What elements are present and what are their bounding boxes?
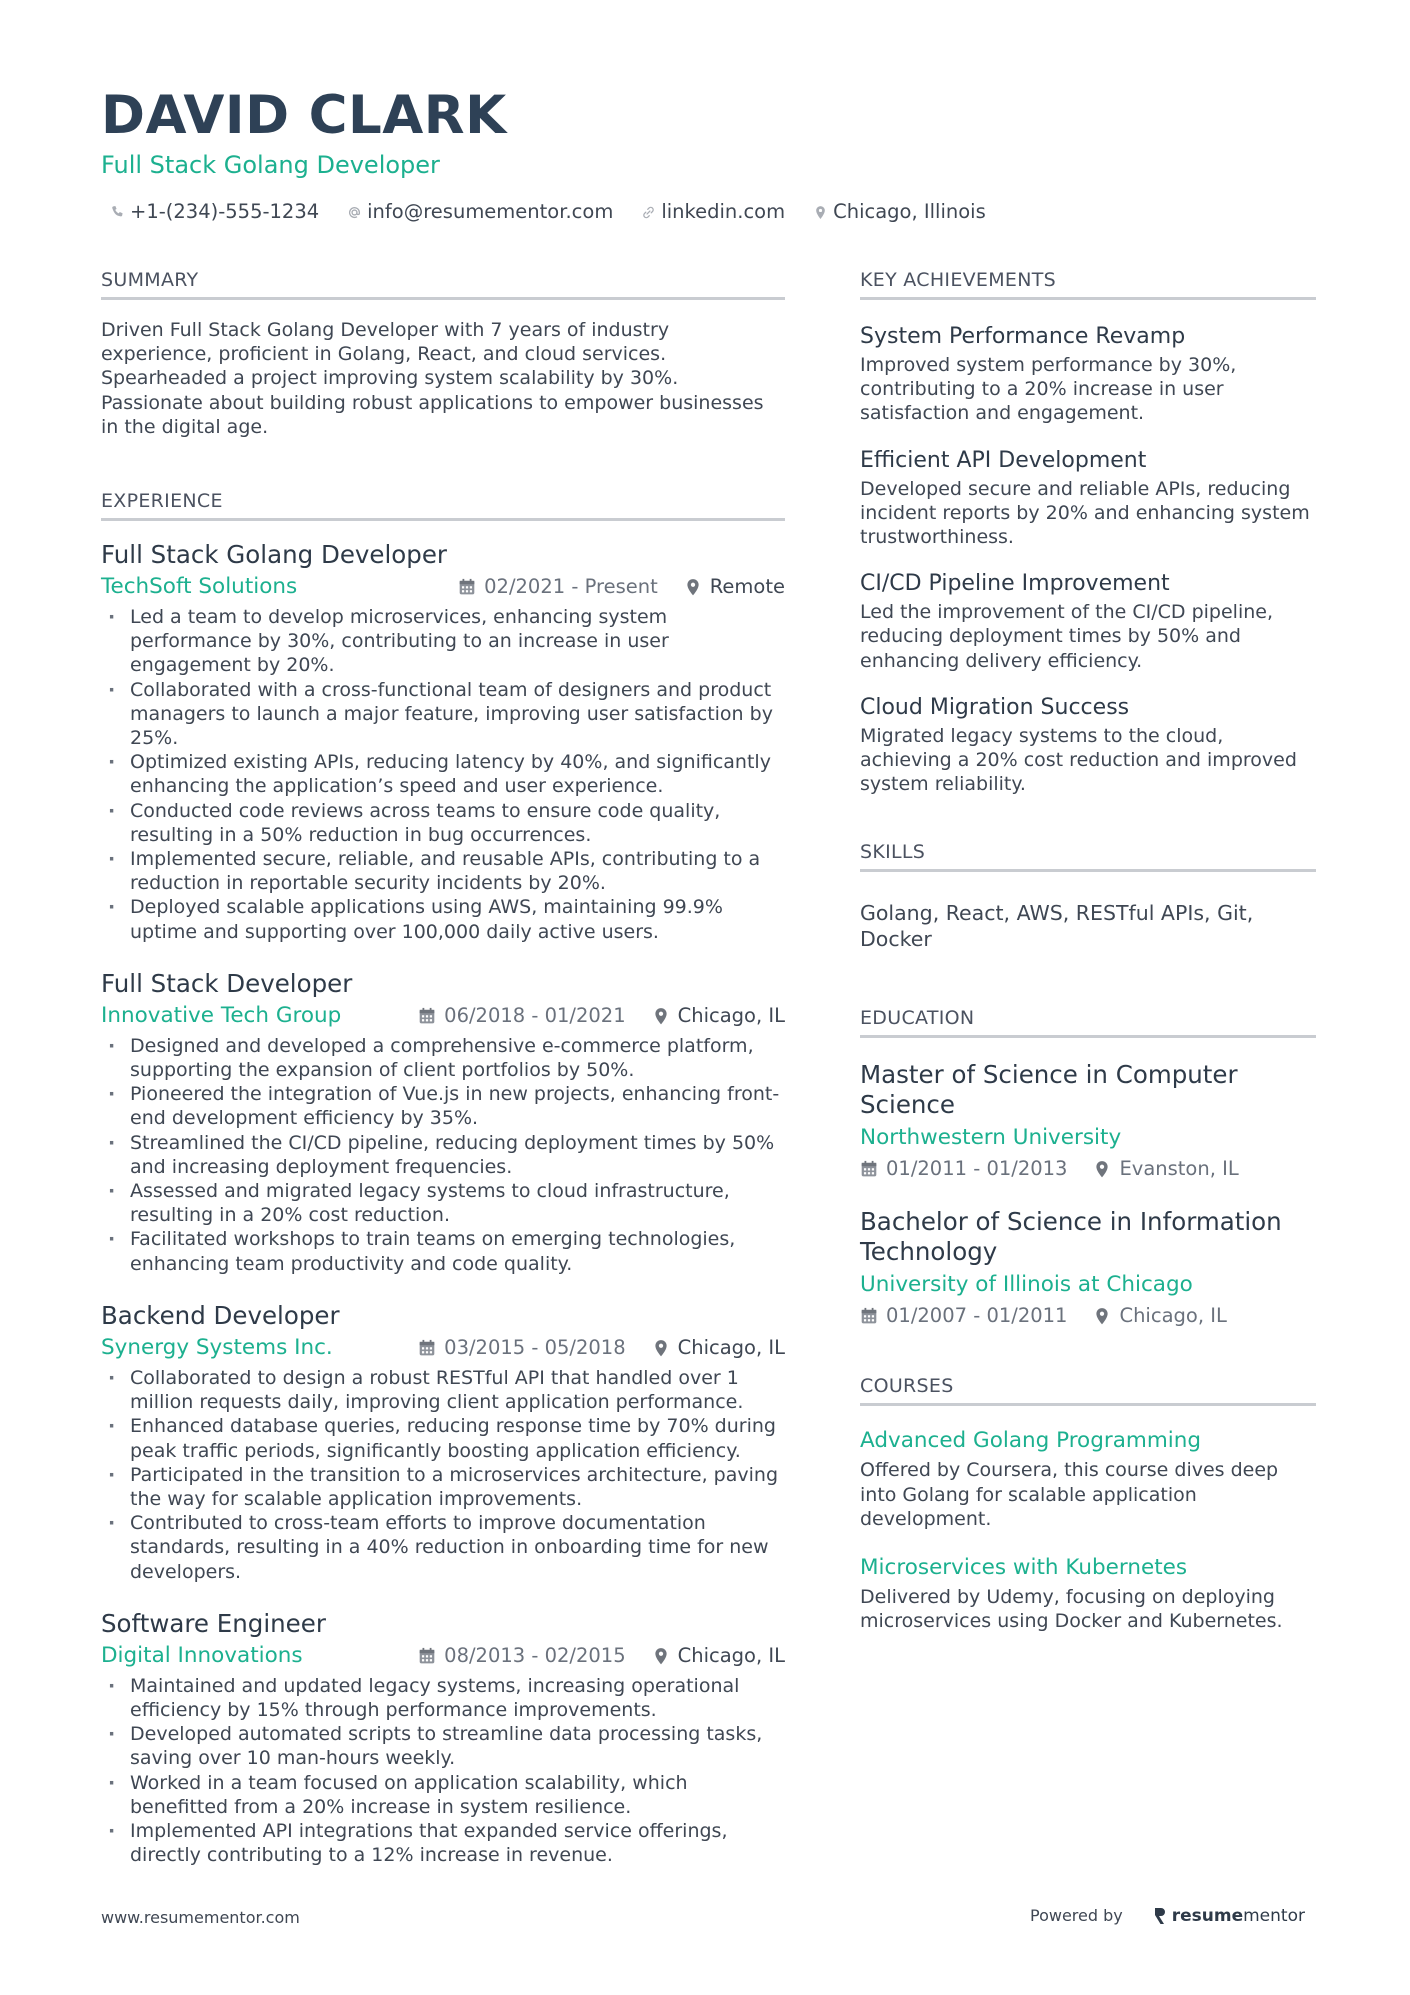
course-title: Advanced Golang Programming bbox=[860, 1428, 1202, 1454]
courses-list bbox=[860, 1426, 1316, 1633]
company-name: Synergy Systems Inc. bbox=[101, 1334, 333, 1360]
candidate-role: Full Stack Golang Developer bbox=[101, 151, 440, 179]
job-location-text: Chicago, IL bbox=[677, 1003, 785, 1027]
course-description: Offered by Coursera, this course dives deep into Golang for scalable application development. bbox=[860, 1459, 1279, 1530]
education-heading: EDUCATION bbox=[860, 1006, 1316, 1038]
course-description: Delivered by Udemy, focusing on deploying microservices using Docker and Kubernetes. bbox=[860, 1586, 1283, 1633]
contact-linkedin-text: linkedin.com bbox=[661, 200, 786, 223]
job-bullet: · Maintained and updated legacy systems, increasing operational efficiency by 15% through performance improvements. bbox=[101, 1674, 785, 1722]
education-list bbox=[860, 1060, 1316, 1330]
company-name: TechSoft Solutions bbox=[101, 574, 298, 600]
brand-logo[interactable] bbox=[1153, 1905, 1305, 1927]
contact-linkedin[interactable] bbox=[639, 198, 785, 226]
calendar-icon bbox=[418, 1647, 436, 1665]
contact-email-text: info@resumementor.com bbox=[367, 200, 614, 223]
job-location-text: Chicago, IL bbox=[677, 1335, 785, 1359]
job-meta-right bbox=[418, 1334, 785, 1362]
job-location bbox=[652, 1642, 785, 1670]
job-meta-right bbox=[418, 1642, 785, 1670]
resumementor-logo-icon bbox=[1153, 1906, 1167, 1926]
education-degree: Bachelor of Science in Information Technology bbox=[860, 1207, 1282, 1267]
candidate-name: DAVID CLARK bbox=[101, 85, 507, 146]
courses-heading: COURSES bbox=[860, 1374, 1316, 1406]
job-dates-text: 02/2021 - Present bbox=[484, 575, 658, 599]
map-pin-icon bbox=[1093, 1307, 1111, 1325]
job-bullet: · Led a team to develop microservices, enhancing system performance by 30%, contributing to an increase in user engagement by 20%. bbox=[101, 605, 785, 678]
brand-name-bold: resume bbox=[1171, 1906, 1244, 1926]
contact-email[interactable] bbox=[345, 198, 613, 226]
job-location bbox=[684, 573, 785, 601]
link-icon bbox=[639, 203, 657, 221]
job-meta-right bbox=[458, 573, 785, 601]
contact-location-text: Chicago, Illinois bbox=[833, 200, 986, 223]
contact-location bbox=[811, 198, 986, 226]
job-bullet: · Participated in the transition to a microservices architecture, paving the way for scalable application improvements. bbox=[101, 1463, 785, 1511]
job-bullet: · Collaborated to design a robust RESTful API that handled over 1 million requests daily, improving client application performance. bbox=[101, 1366, 785, 1414]
education-location bbox=[1093, 1302, 1226, 1330]
achievement-item bbox=[860, 569, 1316, 673]
achievements-list bbox=[860, 322, 1316, 796]
map-pin-icon bbox=[1093, 1160, 1111, 1178]
job-bullet: · Pioneered the integration of Vue.js in new projects, enhancing front-end development efficiency by 35%. bbox=[101, 1082, 785, 1130]
map-pin-icon bbox=[652, 1007, 670, 1025]
job-title: Backend Developer bbox=[101, 1300, 340, 1330]
education-location bbox=[1093, 1155, 1238, 1183]
job-entry bbox=[101, 539, 785, 944]
achievement-item bbox=[860, 693, 1316, 797]
skills-text: Golang, React, AWS, RESTful APIs, Git, Docker bbox=[860, 901, 1254, 952]
achievement-description: Led the improvement of the CI/CD pipeline, reducing deployment times by 50% and enhancing delivery efficiency. bbox=[860, 601, 1273, 672]
calendar-icon bbox=[418, 1339, 436, 1357]
achievement-title: Efficient API Development bbox=[860, 447, 1147, 473]
calendar-icon bbox=[860, 1307, 878, 1325]
job-meta bbox=[101, 573, 785, 601]
summary-heading: SUMMARY bbox=[101, 268, 785, 300]
contact-phone-text: +1-(234)-555-1234 bbox=[130, 200, 320, 223]
achievement-description: Improved system performance by 30%, contributing to a 20% increase in user satisfaction and engagement. bbox=[860, 354, 1237, 425]
job-bullets bbox=[101, 605, 785, 944]
education-location-text: Evanston, IL bbox=[1119, 1157, 1239, 1181]
map-pin-icon bbox=[652, 1647, 670, 1665]
education-school: Northwestern University bbox=[860, 1125, 1122, 1151]
job-meta-right bbox=[418, 1002, 785, 1030]
skills-heading: SKILLS bbox=[860, 840, 1316, 872]
job-bullets bbox=[101, 1366, 785, 1584]
job-entry bbox=[101, 968, 785, 1276]
job-bullet: · Collaborated with a cross-functional team of designers and product managers to launch a major feature, improving user satisfaction by 25%. bbox=[101, 678, 785, 751]
at-icon bbox=[345, 203, 363, 221]
education-item bbox=[860, 1060, 1316, 1183]
job-bullet: · Contributed to cross-team efforts to improve documentation standards, resulting in a 40% reduction in onboarding time for new developers. bbox=[101, 1511, 785, 1584]
job-dates-text: 06/2018 - 01/2021 bbox=[444, 1003, 626, 1027]
job-title: Full Stack Developer bbox=[101, 968, 353, 998]
education-item bbox=[860, 1207, 1316, 1330]
achievement-description: Developed secure and reliable APIs, reducing incident reports by 20% and enhancing system trustworthiness. bbox=[860, 477, 1310, 549]
education-dates-text: 01/2011 - 01/2013 bbox=[886, 1157, 1068, 1181]
job-bullet: · Designed and developed a comprehensive e-commerce platform, supporting the expansion of client portfolios by 50%. bbox=[101, 1034, 785, 1082]
education-dates bbox=[860, 1302, 1067, 1330]
company-name: Digital Innovations bbox=[101, 1642, 303, 1668]
job-entry bbox=[101, 1300, 785, 1584]
achievement-title: CI/CD Pipeline Improvement bbox=[860, 571, 1170, 597]
achievement-title: System Performance Revamp bbox=[860, 324, 1186, 349]
course-item bbox=[860, 1426, 1316, 1531]
footer-powered-by bbox=[1030, 1905, 1305, 1927]
job-bullet: · Optimized existing APIs, reducing latency by 40%, and significantly enhancing the application’s speed and user experience. bbox=[101, 750, 785, 798]
map-pin-icon bbox=[811, 203, 829, 221]
job-bullets bbox=[101, 1034, 785, 1276]
job-title: Full Stack Golang Developer bbox=[101, 540, 447, 570]
summary-text: Driven Full Stack Golang Developer with 7 years of industry experience, proficient in Golang, React, and cloud services. Spearheaded a project improving system scalability by 30%. Passionate about building robust applications to empower businesses in the digital age. bbox=[101, 319, 764, 438]
achievements-heading: KEY ACHIEVEMENTS bbox=[860, 268, 1316, 300]
achievement-title: Cloud Migration Success bbox=[860, 694, 1130, 720]
job-bullet: · Developed automated scripts to streamline data processing tasks, saving over 10 man-hours weekly. bbox=[101, 1722, 785, 1770]
calendar-icon bbox=[418, 1007, 436, 1025]
calendar-icon bbox=[458, 578, 476, 596]
job-bullet: · Enhanced database queries, reducing response time by 70% during peak traffic periods, significantly boosting application efficiency. bbox=[101, 1414, 785, 1462]
course-title: Microservices with Kubernetes bbox=[860, 1555, 1188, 1581]
experience-heading: EXPERIENCE bbox=[101, 489, 785, 521]
education-location-text: Chicago, IL bbox=[1119, 1304, 1227, 1328]
job-location-text: Remote bbox=[709, 575, 785, 599]
job-entry bbox=[101, 1608, 785, 1868]
left-column bbox=[101, 268, 785, 1891]
map-pin-icon bbox=[684, 578, 702, 596]
job-location bbox=[652, 1334, 785, 1362]
achievement-item bbox=[860, 446, 1316, 550]
job-location-text: Chicago, IL bbox=[677, 1643, 785, 1667]
education-dates-text: 01/2007 - 01/2011 bbox=[886, 1304, 1068, 1328]
job-bullet: · Assessed and migrated legacy systems to cloud infrastructure, resulting in a 20% cost reduction. bbox=[101, 1179, 785, 1227]
company-name: Innovative Tech Group bbox=[101, 1002, 342, 1028]
achievement-item bbox=[860, 322, 1316, 426]
job-bullets bbox=[101, 1674, 785, 1868]
powered-by-label: Powered by bbox=[1030, 1906, 1123, 1925]
calendar-icon bbox=[860, 1160, 878, 1178]
contact-phone bbox=[108, 198, 319, 226]
job-dates bbox=[418, 1002, 625, 1030]
job-title: Software Engineer bbox=[101, 1608, 326, 1638]
education-dates bbox=[860, 1155, 1067, 1183]
education-school: University of Illinois at Chicago bbox=[860, 1272, 1193, 1298]
course-item bbox=[860, 1553, 1316, 1633]
footer-url[interactable]: www.resumementor.com bbox=[101, 1908, 300, 1927]
job-dates-text: 03/2015 - 05/2018 bbox=[444, 1335, 626, 1359]
contact-bar bbox=[108, 198, 1012, 226]
job-bullet: · Implemented secure, reliable, and reusable APIs, contributing to a reduction in reportable security incidents by 20%. bbox=[101, 847, 785, 895]
job-bullet: · Facilitated workshops to train teams on emerging technologies, enhancing team productivity and code quality. bbox=[101, 1227, 785, 1275]
job-dates-text: 08/2013 - 02/2015 bbox=[444, 1643, 626, 1667]
job-meta bbox=[101, 1002, 785, 1030]
job-bullet: · Conducted code reviews across teams to ensure code quality, resulting in a 50% reduction in bug occurrences. bbox=[101, 799, 785, 847]
phone-icon bbox=[108, 203, 126, 221]
job-meta bbox=[101, 1334, 785, 1362]
job-meta bbox=[101, 1642, 785, 1670]
brand-name-light: mentor bbox=[1243, 1906, 1305, 1926]
education-degree: Master of Science in Computer Science bbox=[860, 1060, 1238, 1120]
map-pin-icon bbox=[652, 1339, 670, 1357]
job-dates bbox=[418, 1334, 625, 1362]
job-bullet: · Streamlined the CI/CD pipeline, reducing deployment times by 50% and increasing deployment frequencies. bbox=[101, 1131, 785, 1179]
education-meta bbox=[860, 1302, 1316, 1330]
right-column bbox=[860, 268, 1316, 1655]
job-location bbox=[652, 1002, 785, 1030]
experience-list bbox=[101, 539, 785, 1867]
education-meta bbox=[860, 1155, 1316, 1183]
job-dates bbox=[418, 1642, 625, 1670]
job-bullet: · Worked in a team focused on application scalability, which benefitted from a 20% increase in system resilience. bbox=[101, 1771, 785, 1819]
job-bullet: · Deployed scalable applications using AWS, maintaining 99.9% uptime and supporting over 100,000 daily active users. bbox=[101, 895, 785, 943]
achievement-description: Migrated legacy systems to the cloud, achieving a 20% cost reduction and improved system reliability. bbox=[860, 724, 1297, 796]
job-dates bbox=[458, 573, 658, 601]
job-bullet: · Implemented API integrations that expanded service offerings, directly contributing to a 12% increase in revenue. bbox=[101, 1819, 785, 1867]
